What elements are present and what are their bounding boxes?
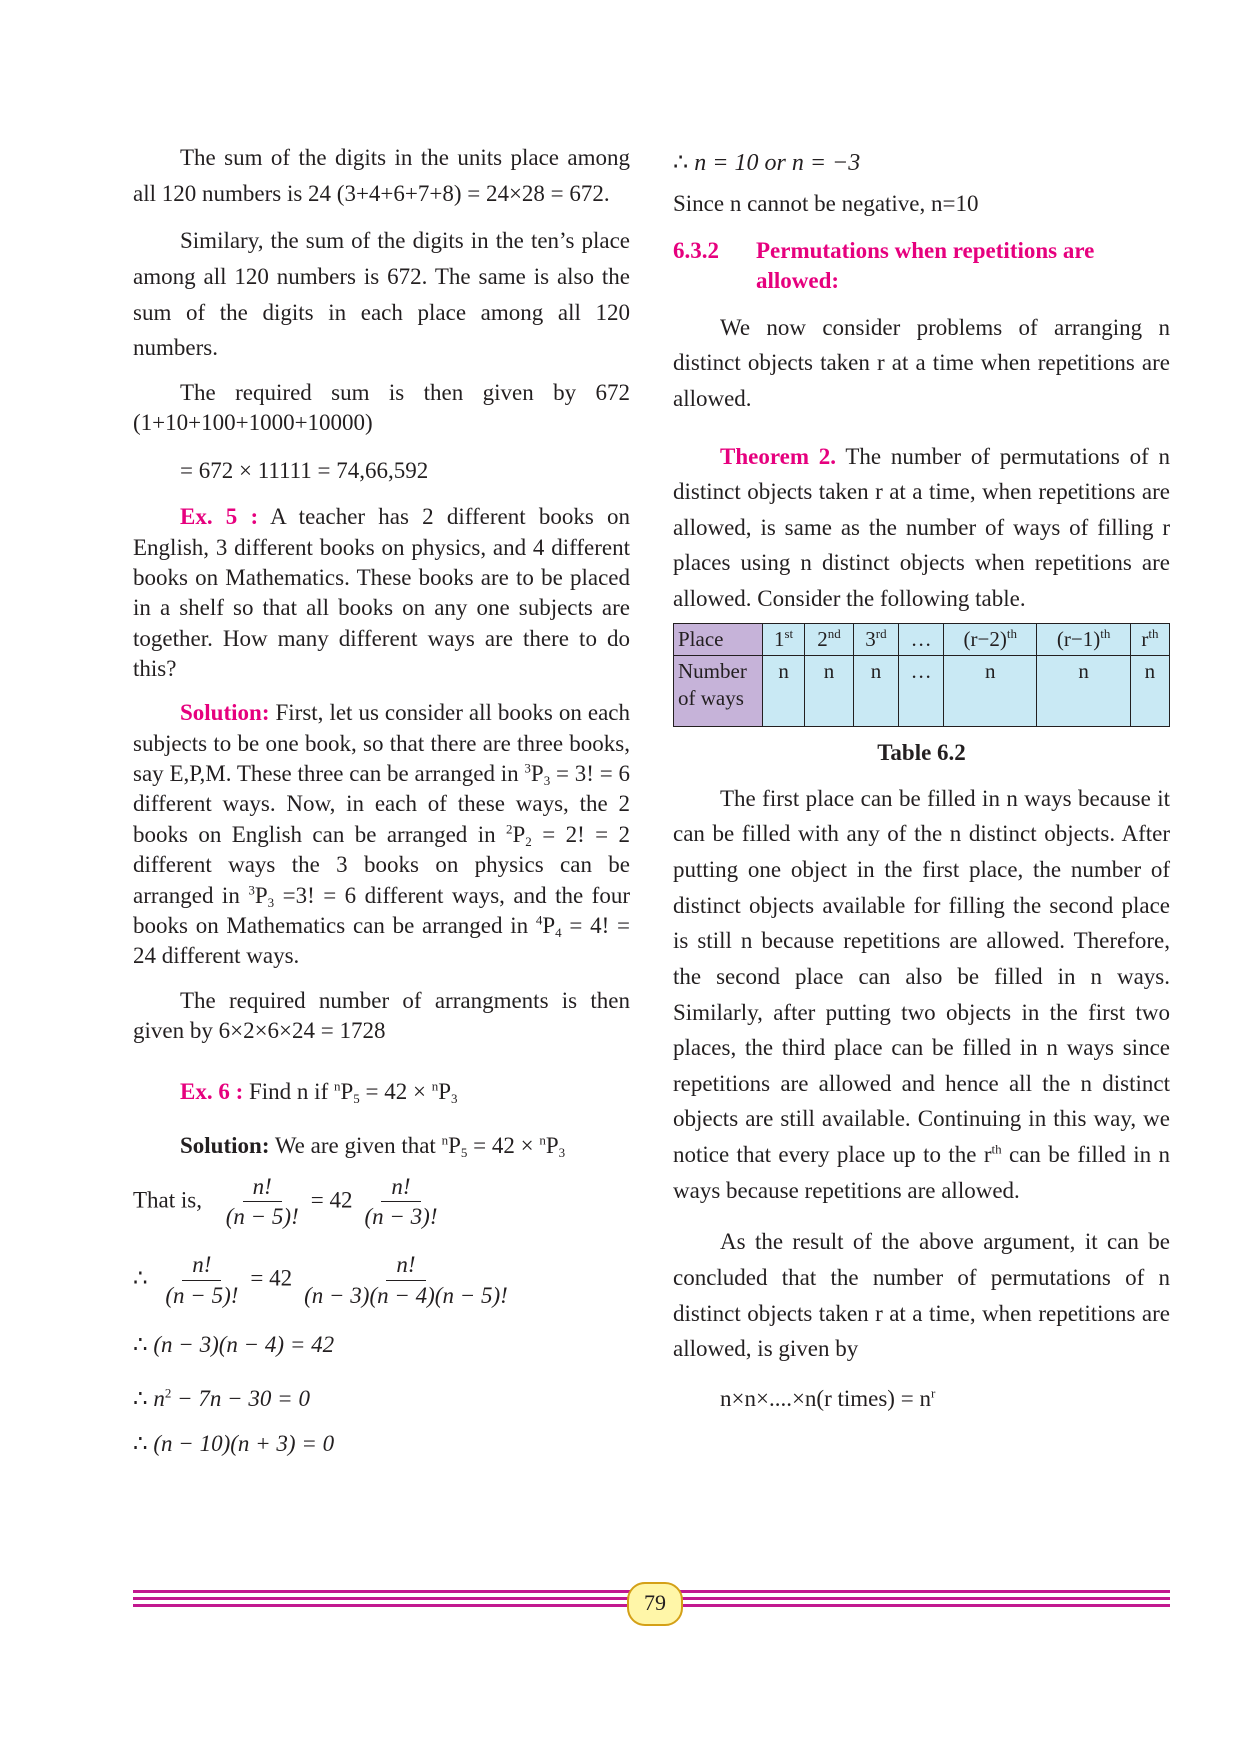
equals-42: = 42 (310, 1187, 353, 1213)
theorem-2-text: The number of permutations of n distinct objects taken r at a time, when repetitions are allowed, is same as the number of ways of filling r places using n distinct objects when repetitions are allowed. Consider the following table. (673, 443, 1170, 612)
header-base: 2 (817, 626, 828, 651)
solution-5-text-i: = 4! = 24 different ways. (133, 912, 630, 969)
paragraph-first-place-a: The first place can be filled in n ways because it can be filled with any of the n distinct objects. After putting one object in the first place, the number of distinct objects available for filling the second place is still n because repetitions are allowed. Therefore, the second place can also be filled in n ways. Similarly, after putting two objects in the first two places, the third place can be filled in n ways since repetitions are allowed and hence all the n distinct objects are still available. Continuing in this way, we notice that every place up to the r (673, 785, 1170, 1168)
sup: th (991, 1141, 1002, 1157)
denominator: (n − 5)! (165, 1283, 239, 1309)
solution-5-text-c: = 3! = 6 different ways. Now, in each of these ways, the 2 books on English can be arranged in (133, 761, 630, 847)
sup: n (539, 1132, 546, 1148)
header-sup: rd (875, 625, 887, 641)
header-base: 3 (865, 626, 876, 651)
therefore-symbol: ∴ (133, 1332, 148, 1358)
solution-5-text-a: First, let us consider all books on each subjects to be one book, so that there are three books, say E,P,M. These three can be arranged in (133, 700, 630, 787)
example-5-label: Ex. 5 : (180, 504, 259, 530)
table-caption: Table 6.2 (877, 740, 966, 766)
variable-n: n (153, 1385, 165, 1411)
equation-4 (133, 1381, 630, 1417)
paragraph-result-sum: = 672 × 11111 = 74,66,592 (180, 457, 429, 483)
solution-6-text: We are given that (269, 1132, 442, 1158)
paragraph-result: As the result of the above argument, it can be concluded that the number of permutations of n distinct objects taken r at a time, when repetitions are allowed, is given by (673, 1229, 1170, 1362)
denominator: (n − 3)! (364, 1204, 438, 1230)
denominator: (n − 5)! (225, 1204, 299, 1230)
sup: 4 (535, 912, 543, 928)
exponent: 2 (164, 1385, 172, 1401)
places-table (673, 623, 1170, 727)
sub: 3 (558, 1144, 566, 1160)
table-header-cell (1037, 623, 1130, 655)
table-cell: n (1130, 656, 1169, 727)
table-label-place: Place (674, 623, 763, 655)
sub: 3 (451, 1091, 458, 1107)
perm-symbol: P (448, 1132, 461, 1158)
equation-5-text: (n − 10)(n + 3) = 0 (153, 1431, 335, 1457)
fraction (354, 1172, 447, 1233)
page-number: 79 (627, 1582, 683, 1626)
therefore-symbol: ∴ (673, 150, 689, 176)
table-header-cell (853, 623, 898, 655)
example-5 (133, 502, 630, 684)
fraction (155, 1250, 248, 1311)
header-base: (r−1) (1056, 626, 1101, 651)
sub: 3 (543, 773, 551, 789)
solution-6-mid: = 42 × (467, 1132, 540, 1158)
equation-2 (133, 1250, 630, 1311)
left-column (133, 140, 630, 1474)
equation-3-text: (n − 3)(n − 4) = 42 (153, 1332, 335, 1358)
example-5-text: A teacher has 2 different books on English, 3 different books on physics, and 4 different books on Mathematics. These books are to be placed in a shelf so that all books on any one subjects are together. How many different ways are there to do this? (133, 504, 631, 681)
sub: 2 (525, 833, 532, 849)
sup: 3 (524, 760, 531, 776)
header-base: 1 (773, 626, 785, 651)
table-cell: n (805, 656, 854, 727)
header-sup: th (1006, 625, 1017, 641)
paragraph-required-sum: The required sum is then given by 672 (1+10+100+1000+10000) (133, 379, 630, 436)
fraction (216, 1172, 309, 1233)
paragraph-since: Since n cannot be negative, n=10 (673, 191, 979, 217)
header-base: (r−2) (963, 626, 1007, 651)
section-number: 6.3.2 (673, 237, 719, 263)
table-cell: n (763, 656, 805, 727)
sub: 5 (460, 1144, 468, 1160)
sub: 5 (353, 1091, 360, 1107)
header-sup: th (1100, 625, 1111, 641)
perm-symbol: P (542, 912, 556, 938)
paragraph-first-place (673, 781, 1170, 1209)
table-cell: n (944, 656, 1037, 727)
sup: n (441, 1132, 449, 1148)
fraction (294, 1250, 518, 1311)
table-header-cell (899, 623, 944, 655)
therefore-symbol: ∴ (133, 1266, 148, 1292)
equation-6-text: n = 10 or n = −3 (694, 150, 861, 176)
perm-symbol: P (254, 882, 268, 908)
denominator: (n − 3)(n − 4)(n − 5)! (304, 1283, 508, 1309)
header-sup: th (1148, 625, 1159, 641)
solution-5-text-e: = 2! = 2 different ways the 3 books on physics can be arranged in (133, 821, 630, 908)
paragraph-first-place-b: can be filled in n ways because repetitions are allowed. (673, 1142, 1170, 1203)
example-6 (133, 1074, 630, 1110)
header-sup: st (784, 625, 794, 641)
sup: 2 (506, 821, 513, 837)
equation-6 (673, 145, 1170, 182)
solution-6-label: Solution: (180, 1132, 270, 1158)
table-cell: … (899, 656, 944, 727)
perm-symbol: P (438, 1079, 452, 1105)
example-6-text: Find n if (243, 1079, 334, 1105)
paragraph-intro: We now consider problems of arranging n distinct objects taken r at a time when repetitions are allowed. (673, 314, 1170, 411)
perm-symbol: P (545, 1132, 559, 1158)
table-header-cell (763, 623, 805, 655)
sup: n (333, 1078, 341, 1094)
example-6-label: Ex. 6 : (180, 1079, 244, 1105)
that-is-label: That is, (133, 1187, 202, 1213)
table-header-cell (944, 623, 1037, 655)
perm-symbol: P (530, 761, 544, 787)
theorem-2 (673, 439, 1170, 617)
numerator: n! (386, 1250, 425, 1281)
equation-3 (133, 1327, 630, 1363)
numerator: n! (182, 1250, 221, 1281)
sup: 3 (248, 881, 255, 897)
solution-5-label: Solution: (180, 700, 270, 726)
section-heading (673, 236, 1170, 296)
sub: 3 (267, 894, 275, 910)
example-6-mid: = 42 × (359, 1079, 432, 1105)
equation-4-text: − 7n − 30 = 0 (171, 1385, 310, 1411)
section-title: Permutations when repetitions are allowed: (756, 237, 1095, 293)
paragraph-tens-sum: Similary, the sum of the digits in the ten’s place among all 120 numbers is 672. The same is also the sum of the digits in each place among all 120 numbers. (133, 228, 630, 361)
numerator: n! (381, 1172, 420, 1203)
paragraph-arrangements: The required number of arrangments is then given by 6×2×6×24 = 1728 (133, 987, 630, 1043)
solution-5 (133, 698, 630, 971)
therefore-symbol: ∴ (133, 1431, 148, 1457)
formula-text: n×n×....×n(r times) = n (720, 1385, 931, 1411)
table-row (674, 623, 1170, 655)
equals-42: = 42 (250, 1266, 293, 1292)
sup: n (431, 1078, 439, 1094)
solution-6 (133, 1128, 630, 1164)
table-header-cell (805, 623, 854, 655)
perm-symbol: P (512, 821, 526, 847)
right-column (673, 145, 1170, 1429)
sub: 4 (555, 924, 562, 940)
table-row (674, 656, 1170, 727)
header-sup: nd (827, 625, 841, 641)
paragraph-units-sum: The sum of the digits in the units place among all 120 numbers is 24 (3+4+6+7+8) = 24×28 = 672. (133, 145, 630, 206)
table-header-cell (1130, 623, 1169, 655)
header-base: r (1141, 626, 1149, 651)
table-label-ways: Number of ways (674, 656, 763, 727)
numerator: n! (243, 1172, 282, 1203)
equation-5 (133, 1426, 630, 1462)
theorem-2-label: Theorem 2. (720, 443, 836, 469)
table-cell: n (1037, 656, 1130, 727)
formula-exponent: r (930, 1385, 936, 1401)
formula (673, 1381, 1170, 1417)
perm-symbol: P (340, 1079, 354, 1105)
solution-5-text-g: =3! = 6 different ways, and the four books on Mathematics can be arranged in (133, 882, 630, 938)
equation-1 (133, 1172, 630, 1233)
table-cell: n (853, 656, 898, 727)
therefore-symbol: ∴ (133, 1385, 148, 1411)
header-base: … (910, 626, 932, 651)
